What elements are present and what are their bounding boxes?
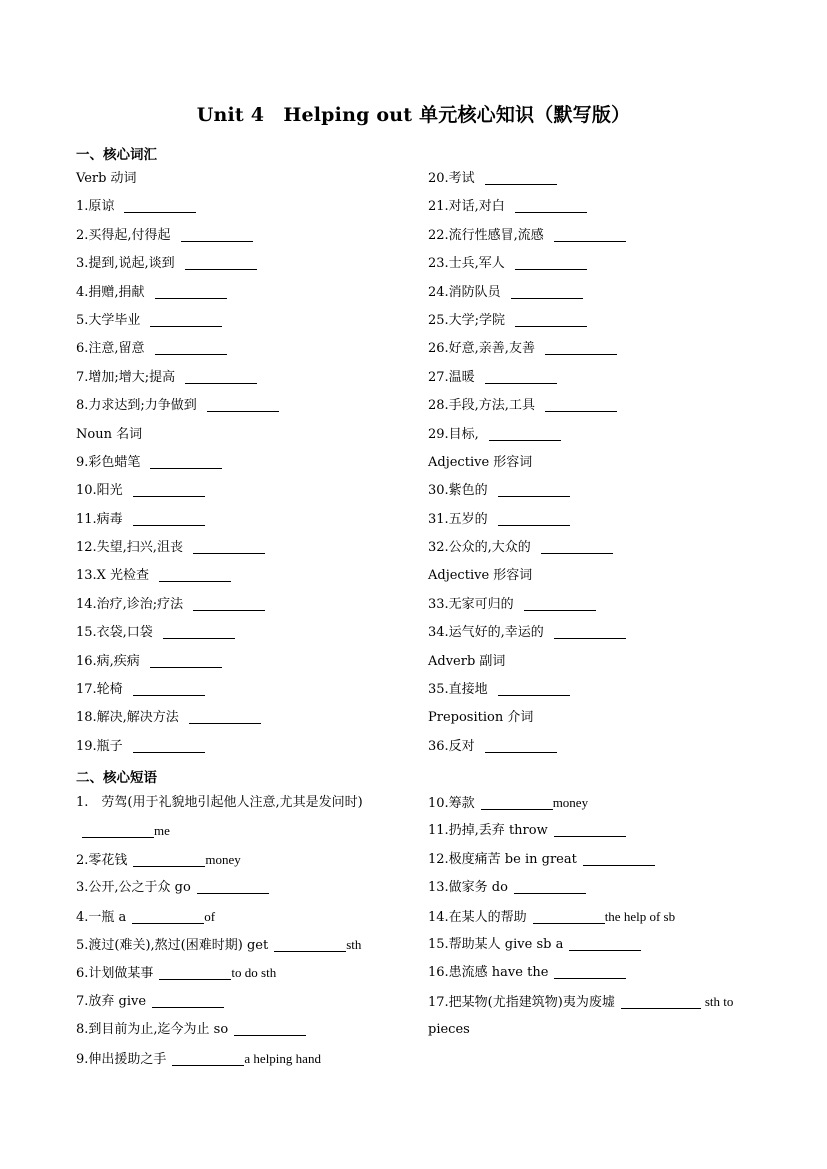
phrase-item xyxy=(428,988,773,1016)
phrase-text: 12.极度痛苦 be in great xyxy=(428,851,577,867)
answer-blank[interactable] xyxy=(207,396,279,412)
answer-blank[interactable] xyxy=(524,595,596,611)
vocab-item xyxy=(76,591,416,619)
phrase-suffix: to do sth xyxy=(231,965,277,981)
vocab-item xyxy=(76,335,416,363)
vocab-item xyxy=(76,250,416,278)
vocab-item xyxy=(428,477,768,505)
vocab-item xyxy=(76,364,416,392)
answer-blank[interactable] xyxy=(554,963,626,979)
phrase-text: 7.放弃 give xyxy=(76,993,147,1009)
vocab-item xyxy=(428,421,768,449)
phrase-item xyxy=(76,903,421,931)
vocab-item-text: 7.增加;增大;提高 xyxy=(76,369,176,385)
answer-blank[interactable] xyxy=(234,1020,306,1036)
answer-blank[interactable] xyxy=(621,993,701,1009)
vocab-item-text: Adjective 形容词 xyxy=(428,568,533,584)
vocab-item-text: 22.流行性感冒,流感 xyxy=(428,227,544,243)
answer-blank[interactable] xyxy=(485,368,557,384)
section-heading-vocabulary: 一、核心词汇 xyxy=(76,147,157,163)
vocab-item-text: 27.温暖 xyxy=(428,369,475,385)
vocab-item-text: 10.阳光 xyxy=(76,483,123,499)
answer-blank[interactable] xyxy=(189,708,261,724)
answer-blank[interactable] xyxy=(197,878,269,894)
vocab-category-label xyxy=(428,449,768,477)
vocab-category-label xyxy=(428,562,768,590)
vocab-category-label xyxy=(76,165,416,193)
answer-blank[interactable] xyxy=(172,1050,244,1066)
vocab-item-text: 20.考试 xyxy=(428,171,475,186)
phrase-text: 8.到目前为止,迄今为止 so xyxy=(76,1022,229,1038)
vocab-category-label xyxy=(76,421,416,449)
vocab-item xyxy=(428,506,768,534)
answer-blank[interactable] xyxy=(554,226,626,242)
phrase-text: 10.筹款 xyxy=(428,796,475,811)
answer-blank[interactable] xyxy=(498,510,570,526)
phrase-item xyxy=(76,817,421,845)
vocab-item-text: 3.提到,说起,谈到 xyxy=(76,256,175,272)
answer-blank[interactable] xyxy=(489,425,561,441)
phrase-item xyxy=(428,1016,773,1044)
vocab-item xyxy=(428,364,768,392)
answer-blank[interactable] xyxy=(511,283,583,299)
phrase-suffix: of xyxy=(204,908,216,924)
vocab-item-text: Noun 名词 xyxy=(76,426,143,442)
phrase-text: 13.做家务 do xyxy=(428,880,508,896)
answer-blank[interactable] xyxy=(150,652,222,668)
phrase-suffix: money xyxy=(205,851,241,867)
phrase-suffix: money xyxy=(552,795,589,810)
phrase-item xyxy=(428,846,773,874)
phrase-item xyxy=(76,789,421,817)
vocab-item-text: Preposition 介词 xyxy=(428,710,534,726)
vocab-item xyxy=(428,335,768,363)
vocab-item xyxy=(76,733,416,761)
vocab-item-text: 26.好意,亲善,友善 xyxy=(428,341,535,357)
vocab-item xyxy=(428,392,768,420)
phrase-item xyxy=(428,903,773,931)
vocab-item-text: 28.手段,方法,工具 xyxy=(428,398,535,414)
vocab-item-text: 8.力求达到;力争做到 xyxy=(76,398,197,414)
vocab-item xyxy=(428,619,768,647)
answer-blank[interactable] xyxy=(155,283,227,299)
vocab-item-text: 31.五岁的 xyxy=(428,511,488,527)
answer-blank[interactable] xyxy=(124,197,196,213)
vocab-item-text: 15.衣袋,口袋 xyxy=(76,625,153,641)
vocab-item xyxy=(76,279,416,307)
vocab-item xyxy=(76,449,416,477)
answer-blank[interactable] xyxy=(583,850,655,866)
answer-blank[interactable] xyxy=(545,339,617,355)
phrase-item xyxy=(76,846,421,874)
answer-blank[interactable] xyxy=(133,737,205,753)
vocab-item xyxy=(76,392,416,420)
answer-blank[interactable] xyxy=(485,737,557,753)
vocab-item-text: 36.反对 xyxy=(428,738,475,754)
vocab-item xyxy=(76,619,416,647)
vocab-item-text: Verb 动词 xyxy=(76,171,137,186)
phrase-text: pieces xyxy=(428,1022,470,1038)
vocab-item xyxy=(428,676,768,704)
vocab-item-text: 1.原谅 xyxy=(76,199,115,215)
phrase-item xyxy=(76,931,421,959)
vocab-item xyxy=(428,733,768,761)
answer-blank[interactable] xyxy=(163,623,235,639)
vocab-item-text: 35.直接地 xyxy=(428,682,488,698)
phrase-column-right xyxy=(428,789,773,1045)
vocab-item xyxy=(428,165,768,193)
vocab-item xyxy=(428,591,768,619)
phrase-item xyxy=(428,874,773,902)
vocab-item-text: 21.对话,对白 xyxy=(428,199,505,215)
answer-blank[interactable] xyxy=(515,311,587,327)
vocab-item xyxy=(428,534,768,562)
answer-blank[interactable] xyxy=(185,368,257,384)
answer-blank[interactable] xyxy=(150,311,222,327)
phrase-text: 4.一瓶 a xyxy=(76,909,127,925)
answer-blank[interactable] xyxy=(181,226,253,242)
page-title: Unit 4 Helping out 单元核心知识（默写版） xyxy=(196,104,631,126)
phrase-text: 16.患流感 have the xyxy=(428,965,549,981)
phrase-text: 6.计划做某事 xyxy=(76,966,154,982)
phrase-item xyxy=(428,931,773,959)
answer-blank[interactable] xyxy=(133,680,205,696)
vocab-item xyxy=(76,562,416,590)
vocab-item xyxy=(76,193,416,221)
vocab-item xyxy=(428,250,768,278)
phrase-suffix: a helping hand xyxy=(244,1050,321,1066)
vocab-item-text: 4.捐赠,捐献 xyxy=(76,284,145,300)
vocab-column-left xyxy=(76,165,416,761)
answer-blank[interactable] xyxy=(133,510,205,526)
vocab-item-text: Adjective 形容词 xyxy=(428,454,533,470)
phrase-suffix: sth xyxy=(346,936,362,952)
phrase-item xyxy=(76,1045,421,1073)
vocab-item xyxy=(428,279,768,307)
phrase-text: 14.在某人的帮助 xyxy=(428,909,527,925)
vocab-column-right xyxy=(428,165,768,761)
phrase-text: 5.渡过(难关),熬过(困难时期) get xyxy=(76,937,269,953)
vocab-item-text: 17.轮椅 xyxy=(76,682,123,698)
vocab-item-text: 12.失望,扫兴,沮丧 xyxy=(76,540,183,556)
answer-blank[interactable] xyxy=(515,197,587,213)
answer-blank[interactable] xyxy=(159,964,231,980)
vocab-item xyxy=(76,506,416,534)
section-heading-phrases: 二、核心短语 xyxy=(76,770,157,786)
vocab-item-text: 32.公众的,大众的 xyxy=(428,540,531,556)
vocab-item-text: 16.病,疾病 xyxy=(76,653,140,669)
vocab-item-text: 6.注意,留意 xyxy=(76,341,145,357)
answer-blank[interactable] xyxy=(82,822,154,838)
vocab-item xyxy=(428,222,768,250)
phrase-item xyxy=(76,988,421,1016)
vocab-item-text: 24.消防队员 xyxy=(428,284,501,300)
vocab-item-text: 18.解决,解决方法 xyxy=(76,710,179,726)
vocab-item-text: 29.目标, xyxy=(428,426,479,442)
answer-blank[interactable] xyxy=(485,169,557,185)
vocab-item-text: 2.买得起,付得起 xyxy=(76,227,171,243)
phrase-text: 11.扔掉,丢弃 throw xyxy=(428,823,548,839)
phrase-item xyxy=(76,874,421,902)
answer-blank[interactable] xyxy=(274,936,346,952)
vocab-item-text: 11.病毒 xyxy=(76,511,123,527)
vocab-item xyxy=(428,307,768,335)
phrase-text: 1. 劳驾(用于礼貌地引起他人注意,尤其是发问时) xyxy=(76,795,363,810)
phrase-text: 15.帮助某人 give sb a xyxy=(428,936,564,952)
vocab-item-text: 14.治疗,诊治;疗法 xyxy=(76,596,184,612)
vocab-item-text: 25.大学;学院 xyxy=(428,312,506,328)
vocab-item xyxy=(76,676,416,704)
vocab-item-text: 33.无家可归的 xyxy=(428,596,514,612)
vocab-item xyxy=(76,477,416,505)
vocab-item-text: 34.运气好的,幸运的 xyxy=(428,625,544,641)
phrase-item xyxy=(76,1016,421,1044)
phrase-text: 9.伸出援助之手 xyxy=(76,1051,167,1067)
vocab-item xyxy=(76,648,416,676)
vocab-item-text: Adverb 副词 xyxy=(428,653,506,669)
phrase-suffix: me xyxy=(154,823,170,839)
phrase-item xyxy=(428,959,773,987)
vocab-item xyxy=(76,307,416,335)
answer-blank[interactable] xyxy=(569,935,641,951)
phrase-suffix: the help of sb xyxy=(604,908,676,924)
phrase-item xyxy=(428,789,773,817)
answer-blank[interactable] xyxy=(541,538,613,554)
vocab-item xyxy=(76,534,416,562)
vocab-item xyxy=(76,704,416,732)
vocab-item-text: 5.大学毕业 xyxy=(76,312,141,328)
vocab-category-label xyxy=(428,648,768,676)
phrase-text: 17.把某物(尤指建筑物)夷为废墟 xyxy=(428,994,615,1010)
vocab-item-text: 19.瓶子 xyxy=(76,738,123,754)
answer-blank[interactable] xyxy=(545,396,617,412)
answer-blank[interactable] xyxy=(193,538,265,554)
phrase-item xyxy=(76,959,421,987)
phrase-item xyxy=(428,817,773,845)
answer-blank[interactable] xyxy=(481,794,553,810)
vocab-item-text: 23.士兵,军人 xyxy=(428,256,505,272)
answer-blank[interactable] xyxy=(514,878,586,894)
vocab-item xyxy=(428,193,768,221)
phrase-suffix: sth to xyxy=(704,993,734,1009)
answer-blank[interactable] xyxy=(533,908,605,924)
answer-blank[interactable] xyxy=(498,680,570,696)
answer-blank[interactable] xyxy=(152,992,224,1008)
vocab-item-text: 13.X 光检查 xyxy=(76,568,150,584)
answer-blank[interactable] xyxy=(159,566,231,582)
answer-blank[interactable] xyxy=(193,595,265,611)
phrase-column-left xyxy=(76,789,421,1073)
answer-blank[interactable] xyxy=(133,851,205,867)
answer-blank[interactable] xyxy=(133,481,205,497)
answer-blank[interactable] xyxy=(132,908,204,924)
answer-blank[interactable] xyxy=(554,821,626,837)
answer-blank[interactable] xyxy=(498,481,570,497)
phrase-text: 2.零花钱 xyxy=(76,852,128,868)
answer-blank[interactable] xyxy=(185,254,257,270)
answer-blank[interactable] xyxy=(554,623,626,639)
vocab-category-label xyxy=(428,704,768,732)
answer-blank[interactable] xyxy=(150,453,222,469)
phrase-text: 3.公开,公之于众 go xyxy=(76,880,191,896)
vocab-item-text: 30.紫色的 xyxy=(428,483,488,499)
answer-blank[interactable] xyxy=(515,254,587,270)
vocab-item-text: 9.彩色蜡笔 xyxy=(76,454,141,470)
answer-blank[interactable] xyxy=(155,339,227,355)
vocab-item xyxy=(76,222,416,250)
